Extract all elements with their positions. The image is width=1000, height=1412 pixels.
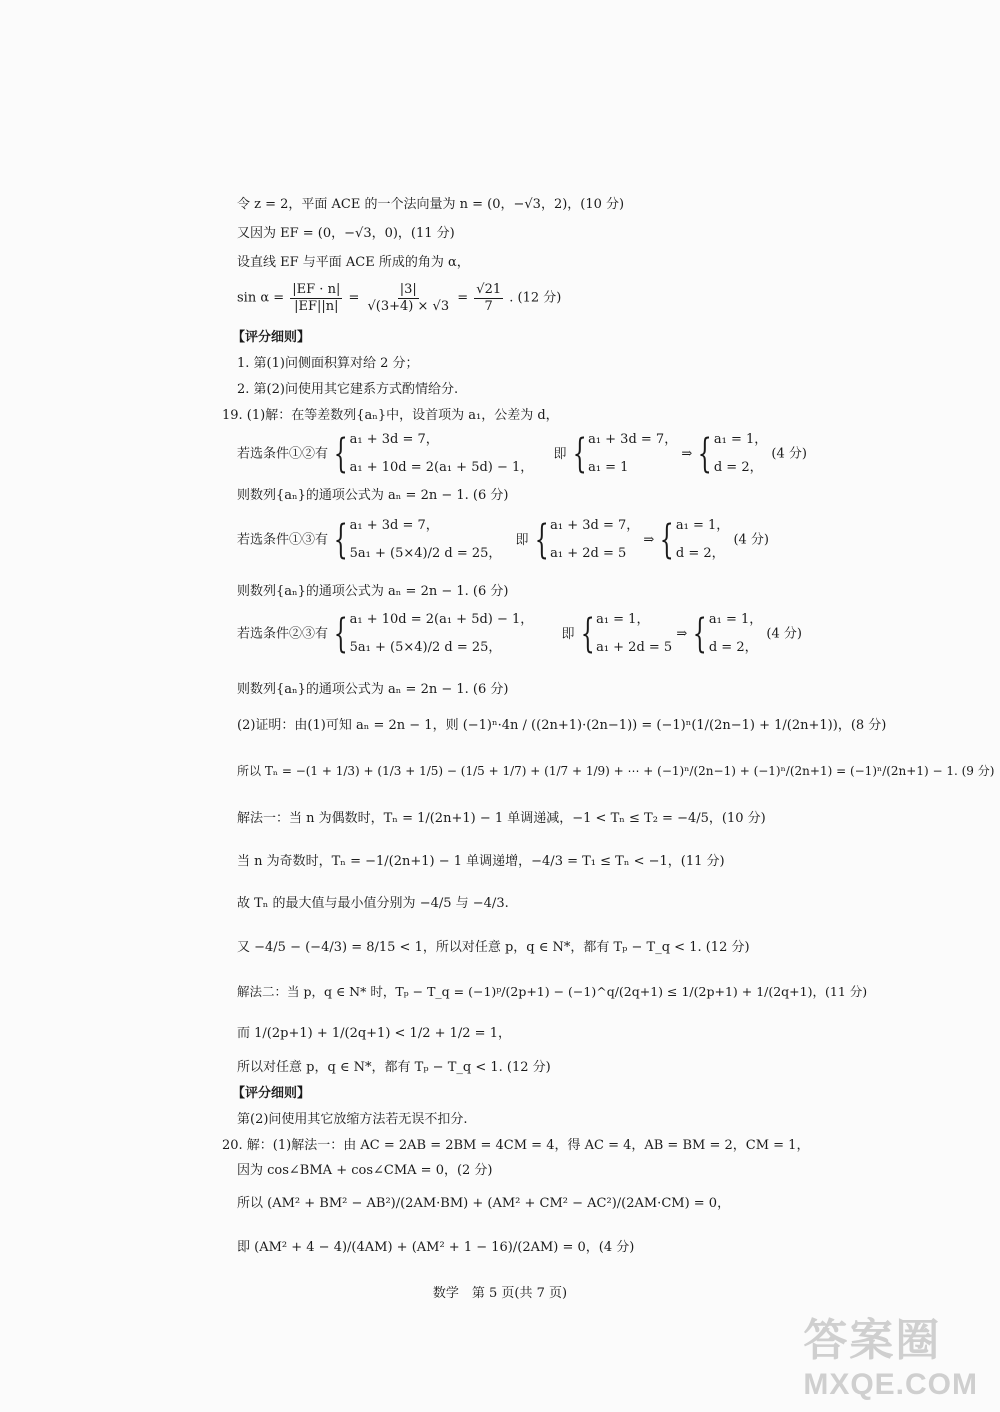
equation-system xyxy=(332,612,533,656)
condition-23 xyxy=(237,612,802,656)
formula-text: 即 xyxy=(553,446,567,462)
condition-13 xyxy=(237,518,769,562)
equation: d = 2， xyxy=(675,546,725,562)
equation-system xyxy=(533,518,640,562)
text-line: 2. 第(2)问使用其它建系方式酌情给分. xyxy=(237,382,459,397)
formula-text: sin α = xyxy=(237,290,285,306)
equation: a₁ + 10d = 2(a₁ + 5d) − 1， xyxy=(349,460,534,476)
denominator: |EF||n| xyxy=(294,298,339,314)
equation: d = 2， xyxy=(713,460,763,476)
watermark-logo xyxy=(803,1304,978,1402)
formula-text: (4 分) xyxy=(733,532,770,548)
equation: a₁ + 3d = 7， xyxy=(550,518,640,533)
equation: a₁ = 1， xyxy=(675,518,730,533)
equation: a₁ + 2d = 5 xyxy=(596,640,673,656)
equation: a₁ + 3d = 7， xyxy=(349,518,439,533)
equation: a₁ = 1 xyxy=(588,460,629,476)
solution-line: 故 Tₙ 的最大值与最小值分别为 −4/5 与 −4/3. xyxy=(237,896,509,911)
brace-icon: { xyxy=(333,517,348,563)
solution-line: 解法二：当 p，q ∈ N* 时，Tₚ − T_q = (−1)ᵖ/(2p+1) − (−1)^q/(2q+1) ≤ 1/(2p+1) + 1/(2q+1)，(11 分) xyxy=(237,984,868,999)
watermark-url: MXQE.COM xyxy=(803,1368,978,1401)
text-line: 1. 第(1)问侧面积算对给 2 分； xyxy=(237,356,419,371)
solution-line: 所以对任意 p，q ∈ N*，都有 Tₚ − T_q < 1. (12 分) xyxy=(237,1060,551,1075)
text-line: 所以 (AM² + BM² − AB²)/(2AM·BM) + (AM² + CM² − AC²)/(2AM·CM) = 0， xyxy=(237,1196,731,1211)
text-line: 因为 cos∠BMA + cos∠CMA = 0，(2 分) xyxy=(237,1163,493,1178)
numerator: √21 xyxy=(476,282,502,297)
arrow-icon: ⇒ xyxy=(676,626,688,642)
text-line: 又因为 EF = (0，−√3，0)，(11 分) xyxy=(237,226,455,241)
brace-icon: { xyxy=(660,517,675,563)
brace-icon: { xyxy=(693,611,708,657)
denominator: 7 xyxy=(484,298,493,314)
brace-icon: { xyxy=(333,611,348,657)
numerator: |EF · n| xyxy=(292,282,341,297)
fraction xyxy=(290,282,342,314)
solution-line: 解法一：当 n 为偶数时，Tₙ = 1/(2n+1) − 1 单调递减，−1 < Tₙ ≤ T₂ = −4/5，(10 分) xyxy=(237,811,766,826)
equation: d = 2， xyxy=(708,640,758,656)
section-heading: 【评分细则】 xyxy=(232,330,311,345)
formula-text: 若选条件①②有 xyxy=(237,446,329,462)
solution-line: 而 1/(2p+1) + 1/(2q+1) < 1/2 + 1/2 = 1， xyxy=(237,1026,511,1041)
text-line: 则数列{aₙ}的通项公式为 aₙ = 2n − 1. (6 分) xyxy=(237,488,509,503)
text-line: 即 (AM² + 4 − 4)/(4AM) + (AM² + 1 − 16)/(2AM) = 0，(4 分) xyxy=(237,1240,635,1255)
watermark-text: 答案圈 xyxy=(803,1316,942,1365)
formula-text: (4 分) xyxy=(771,446,807,462)
formula-text: (4 分) xyxy=(766,626,802,642)
brace-icon: { xyxy=(572,431,587,477)
equation: a₁ = 1， xyxy=(708,612,763,627)
equation-system xyxy=(691,612,762,656)
fraction xyxy=(366,282,452,314)
formula-text: 若选条件②③有 xyxy=(237,626,329,642)
condition-12 xyxy=(237,432,807,476)
question-19-title: 19. (1)解：在等差数列{aₙ}中，设首项为 a₁，公差为 d， xyxy=(222,408,559,423)
text-line: 则数列{aₙ}的通项公式为 aₙ = 2n − 1. (6 分) xyxy=(237,584,509,599)
equation-system xyxy=(332,518,501,562)
text-line: 设直线 EF 与平面 ACE 所成的角为 α， xyxy=(237,255,470,270)
formula-text: 若选条件①③有 xyxy=(237,532,329,548)
equation-system xyxy=(658,518,729,562)
formula-text: = xyxy=(348,290,360,306)
brace-icon: { xyxy=(698,431,713,477)
equation-system xyxy=(579,612,673,656)
section-heading: 【评分细则】 xyxy=(232,1086,311,1101)
denominator: √(3+4) × √3 xyxy=(367,298,450,314)
text-line: 第(2)问使用其它放缩方法若无误不扣分. xyxy=(237,1112,468,1127)
sin-alpha-formula xyxy=(237,282,561,314)
solution-line: 当 n 为奇数时，Tₙ = −1/(2n+1) − 1 单调递增，−4/3 = T₁ ≤ Tₙ < −1，(11 分) xyxy=(237,854,725,869)
solution-line: 又 −4/5 − (−4/3) = 8/15 < 1，所以对任意 p，q ∈ N*，都有 Tₚ − T_q < 1. (12 分) xyxy=(237,940,750,955)
equation: a₁ + 3d = 7， xyxy=(349,432,439,447)
equation: 5a₁ + (5×4)/2 d = 25， xyxy=(349,546,502,562)
brace-icon: { xyxy=(333,431,348,477)
equation: a₁ + 3d = 7， xyxy=(588,432,678,447)
equation-system xyxy=(696,432,767,476)
fraction xyxy=(474,282,503,314)
formula-text: = xyxy=(457,290,469,306)
arrow-icon: ⇒ xyxy=(643,532,655,548)
equation-system xyxy=(571,432,678,476)
equation: a₁ = 1， xyxy=(596,612,650,627)
equation: a₁ + 2d = 5 xyxy=(550,546,627,562)
question-20-title: 20. 解：(1)解法一：由 AC = 2AB = 2BM = 4CM = 4，得 AC = 4，AB = BM = 2，CM = 1， xyxy=(222,1138,810,1153)
brace-icon: { xyxy=(580,611,595,657)
formula-text: 即 xyxy=(515,532,529,548)
text-line: 令 z = 2，平面 ACE 的一个法向量为 n = (0，−√3，2)，(10 分) xyxy=(237,197,625,212)
page-footer: 数学 第 5 页(共 7 页) xyxy=(432,1286,568,1301)
text-line: 则数列{aₙ}的通项公式为 aₙ = 2n − 1. (6 分) xyxy=(237,682,509,697)
equation: a₁ + 10d = 2(a₁ + 5d) − 1， xyxy=(349,612,534,627)
arrow-icon: ⇒ xyxy=(681,446,693,462)
numerator: |3| xyxy=(399,282,417,297)
equation: 5a₁ + (5×4)/2 d = 25， xyxy=(349,640,502,656)
formula-text: 即 xyxy=(561,626,575,642)
brace-icon: { xyxy=(534,517,549,563)
formula-text: . (12 分) xyxy=(509,290,562,306)
equation: a₁ = 1， xyxy=(713,432,768,447)
proof-line: 所以 Tₙ = −(1 + 1/3) + (1/3 + 1/5) − (1/5 + 1/7) + (1/7 + 1/9) + ⋯ + (−1)ⁿ/(2n−1) + (−1)ⁿ/(2n+1) = (−1)ⁿ/(2n+1) − 1. (9 分) xyxy=(237,764,995,778)
equation-system xyxy=(332,432,533,476)
proof-line: (2)证明：由(1)可知 aₙ = 2n − 1，则 (−1)ⁿ·4n / ((2n+1)·(2n−1)) = (−1)ⁿ(1/(2n−1) + 1/(2n+1))，(8 分) xyxy=(237,718,887,733)
